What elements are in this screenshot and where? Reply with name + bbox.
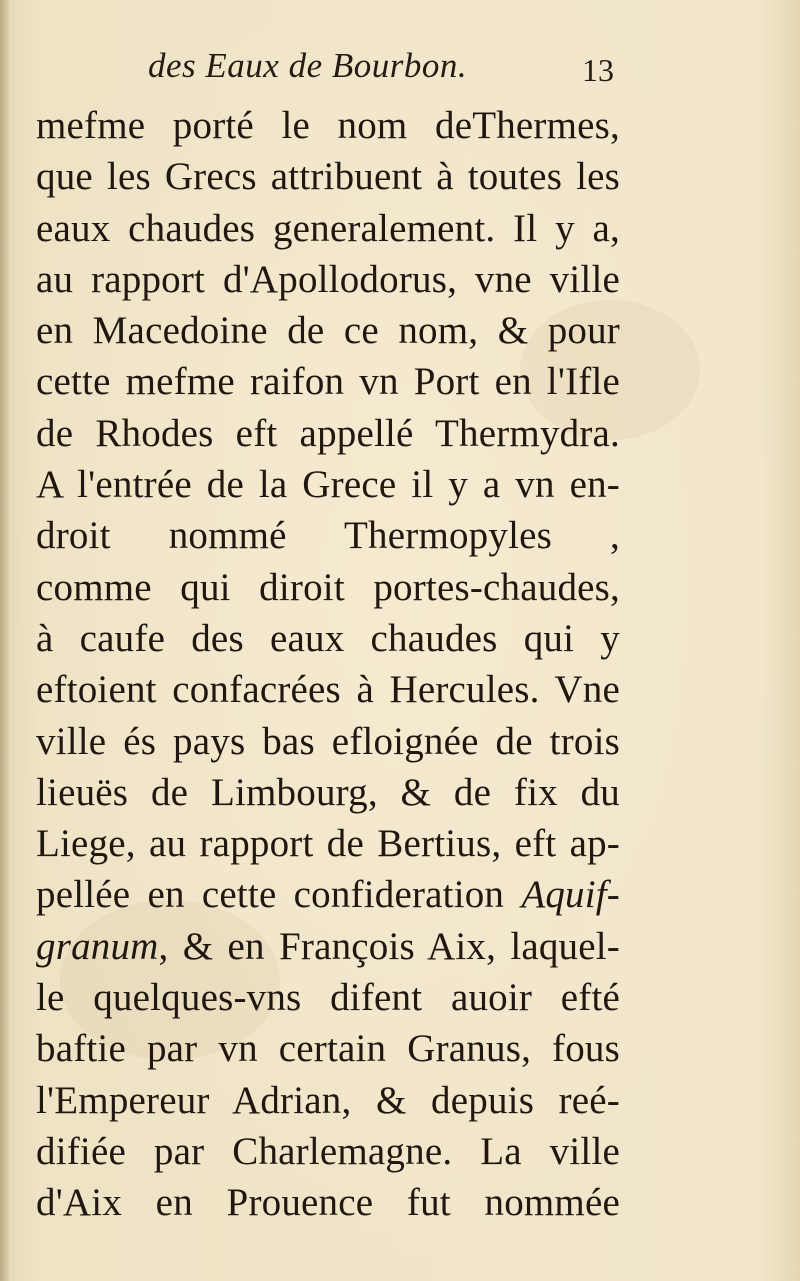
text-line [36,151,620,202]
page-gutter-shadow [0,0,10,1281]
text-line-content: eaux chaudes generalement. Il y a, [36,206,620,250]
text-line [36,1075,620,1126]
page-header [140,40,620,100]
text-line [36,1023,620,1074]
text-line [36,100,620,151]
text-line [36,459,620,510]
text-line-content: eftoient confacrées à Hercules. Vne [36,668,620,712]
text-line-content: le quelques-vns difent auoir efté [36,976,620,1020]
text-line-content: pellée en cette confideration [36,873,505,917]
text-line [36,869,620,920]
text-line [36,921,620,972]
text-line-content: au rapport d'Apollodorus, vne ville [36,257,620,301]
text-line-content: l'Empereur Adrian, & depuis reé- [36,1078,620,1122]
text-line [36,613,620,664]
text-line [36,818,620,869]
text-line-content: , & en François Aix, laquel- [158,924,620,968]
text-line-content: d'Aix en Prouence fut nommée [36,1181,620,1225]
text-line-content: en Macedoine de ce nom, & pour [36,309,620,353]
text-line [36,254,620,305]
text-line [36,1177,620,1228]
text-line-content: droit nommé Thermopyles , [36,514,620,558]
text-line [36,716,620,767]
body-text [36,100,620,1229]
italic-term: Aquif- [521,873,620,917]
text-line-content: que les Grecs attribuent à toutes les [36,155,620,199]
text-line-content: Liege, au rapport de Bertius, eft ap- [36,822,620,866]
text-line-content: difiée par Charlemagne. La ville [36,1129,620,1173]
text-line-content: comme qui diroit portes-chaudes, [36,565,620,609]
text-line [36,203,620,254]
text-line [36,1126,620,1177]
text-line [36,510,620,561]
running-title: des Eaux de Bourbon. [148,46,468,85]
text-line [36,356,620,407]
page-number: 13 [582,52,614,88]
text-line-content: A l'entrée de la Grece il y a vn en- [36,463,620,507]
text-line [36,305,620,356]
text-line [36,767,620,818]
text-line [36,664,620,715]
italic-term: granum [36,924,159,968]
text-line-content: baftie par vn certain Granus, fous [36,1027,620,1071]
text-line-content: de Rhodes eft appellé Thermydra. [36,411,620,455]
text-line-content: ville és pays bas efloignée de trois [36,719,620,763]
text-line-content: mefme porté le nom deThermes, [36,104,620,147]
text-line [36,972,620,1023]
text-line-content: à caufe des eaux chaudes qui y [36,616,620,660]
text-line [36,562,620,613]
text-line [36,408,620,459]
text-line-content: lieuës de Limbourg, & de fix du [36,770,620,814]
text-line-content: cette mefme raifon vn Port en l'Ifle [36,360,620,404]
